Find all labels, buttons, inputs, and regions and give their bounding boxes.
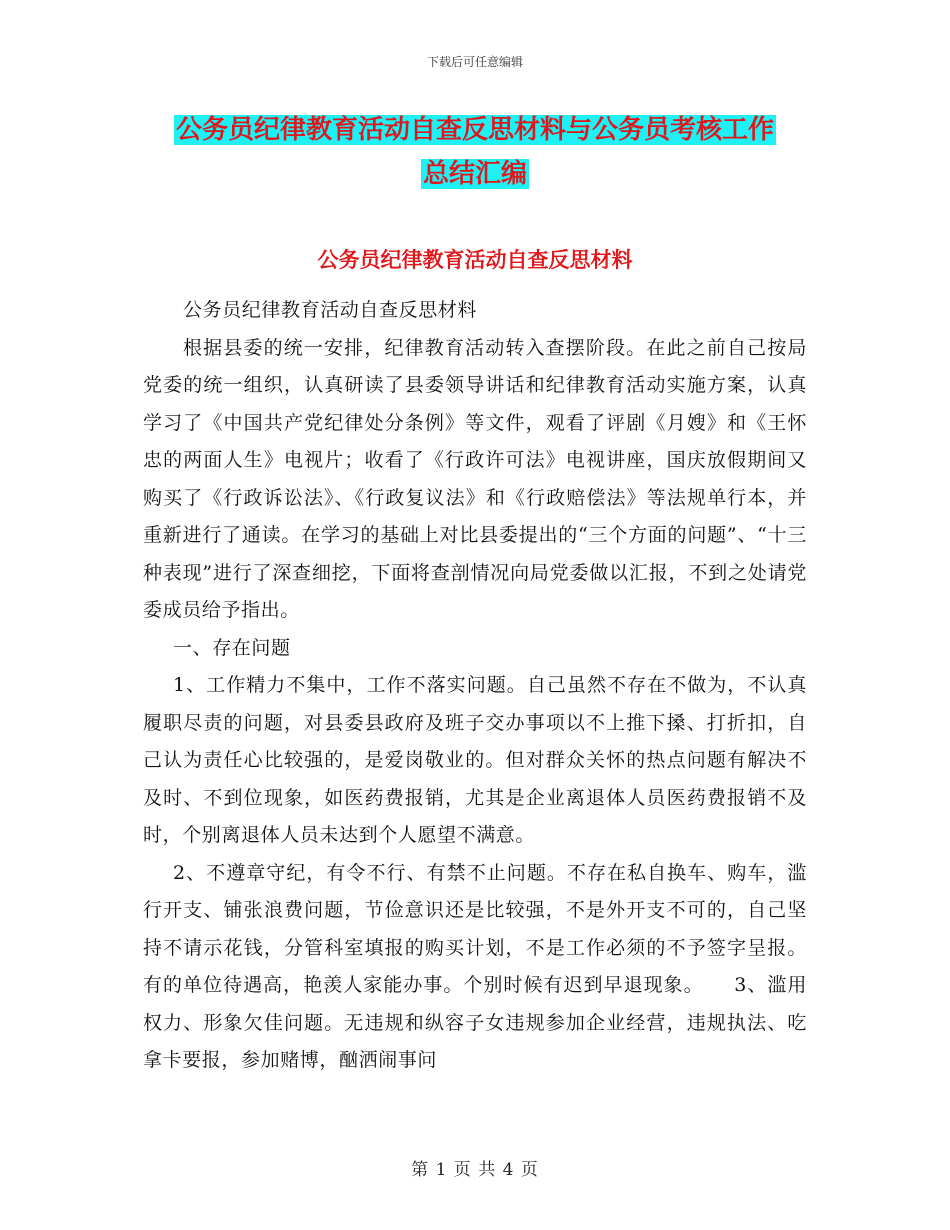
- paragraph-problem-1: 1、工作精力不集中，工作不落实问题。自己虽然不存在不做为，不认真履职尽责的问题，对县委县政府及班子交办事项以不上推下搡、打折扣，自己认为责任心比较强的，是爱岗敬业的。但对群众关怀的热点问题有解决不及时、不到位现象，如医药费报销，尤其是企业离退体人员医药费报销不及时，个别离退体人员未达到个人愿望不满意。: [143, 674, 807, 846]
- header-note: 下载后可任意编辑: [426, 55, 523, 69]
- paragraph-intro-heading: 公务员纪律教育活动自查反思材料: [183, 299, 478, 321]
- document-title-line-1: [143, 108, 807, 152]
- paragraph-heading-problems: 一、存在问题: [173, 636, 291, 659]
- paragraph-problem-2-3: 2、不遵章守纪，有令不行、有禁不止问题。不存在私自换车、购车，滥行开支、铺张浪费问题，节俭意识还是比较强，不是外开支不可的，自己坚持不请示花钱，分管科室填报的购买计划，不是工作必须的不予签字呈报。有的单位待遇高，艳羡人家能办事。个别时候有迟到早退现象。 3、滥用权力、形象欠佳问题。无违规和纵容子女违规参加企业经营，违规执法、吃拿卡要报，参加赌博，酗洒闹事问: [143, 861, 807, 1071]
- body-text: [143, 292, 807, 1080]
- document-title-line-2-text: 总结汇编: [422, 159, 527, 189]
- section-title: 公务员纪律教育活动自查反思材料: [317, 247, 633, 272]
- document-title-line-1-text: 公务员纪律教育活动自查反思材料与公务员考核工作: [175, 115, 774, 145]
- paragraph-background: 根据县委的统一安排，纪律教育活动转入查摆阶段。在此之前自己按局党委的统一组织，认真研读了县委领导讲话和纪律教育活动实施方案，认真学习了《中国共产党纪律处分条例》等文件，观看了评剧《月嫂》和《王怀忠的两面人生》电视片；收看了《行政许可法》电视讲座，国庆放假期间又购买了《行政诉讼法》、《行政复议法》和《行政赔偿法》等法规单行本，并重新进行了通读。在学习的基础上对比县委提出的“三个方面的问题”、“十三种表现”进行了深查细挖，下面将查剖情况向局党委做以汇报，不到之处请党委成员给予指出。: [143, 336, 807, 621]
- page-footer: 第 1 页 共 4 页: [411, 1160, 539, 1180]
- document-title-line-2: [143, 152, 807, 196]
